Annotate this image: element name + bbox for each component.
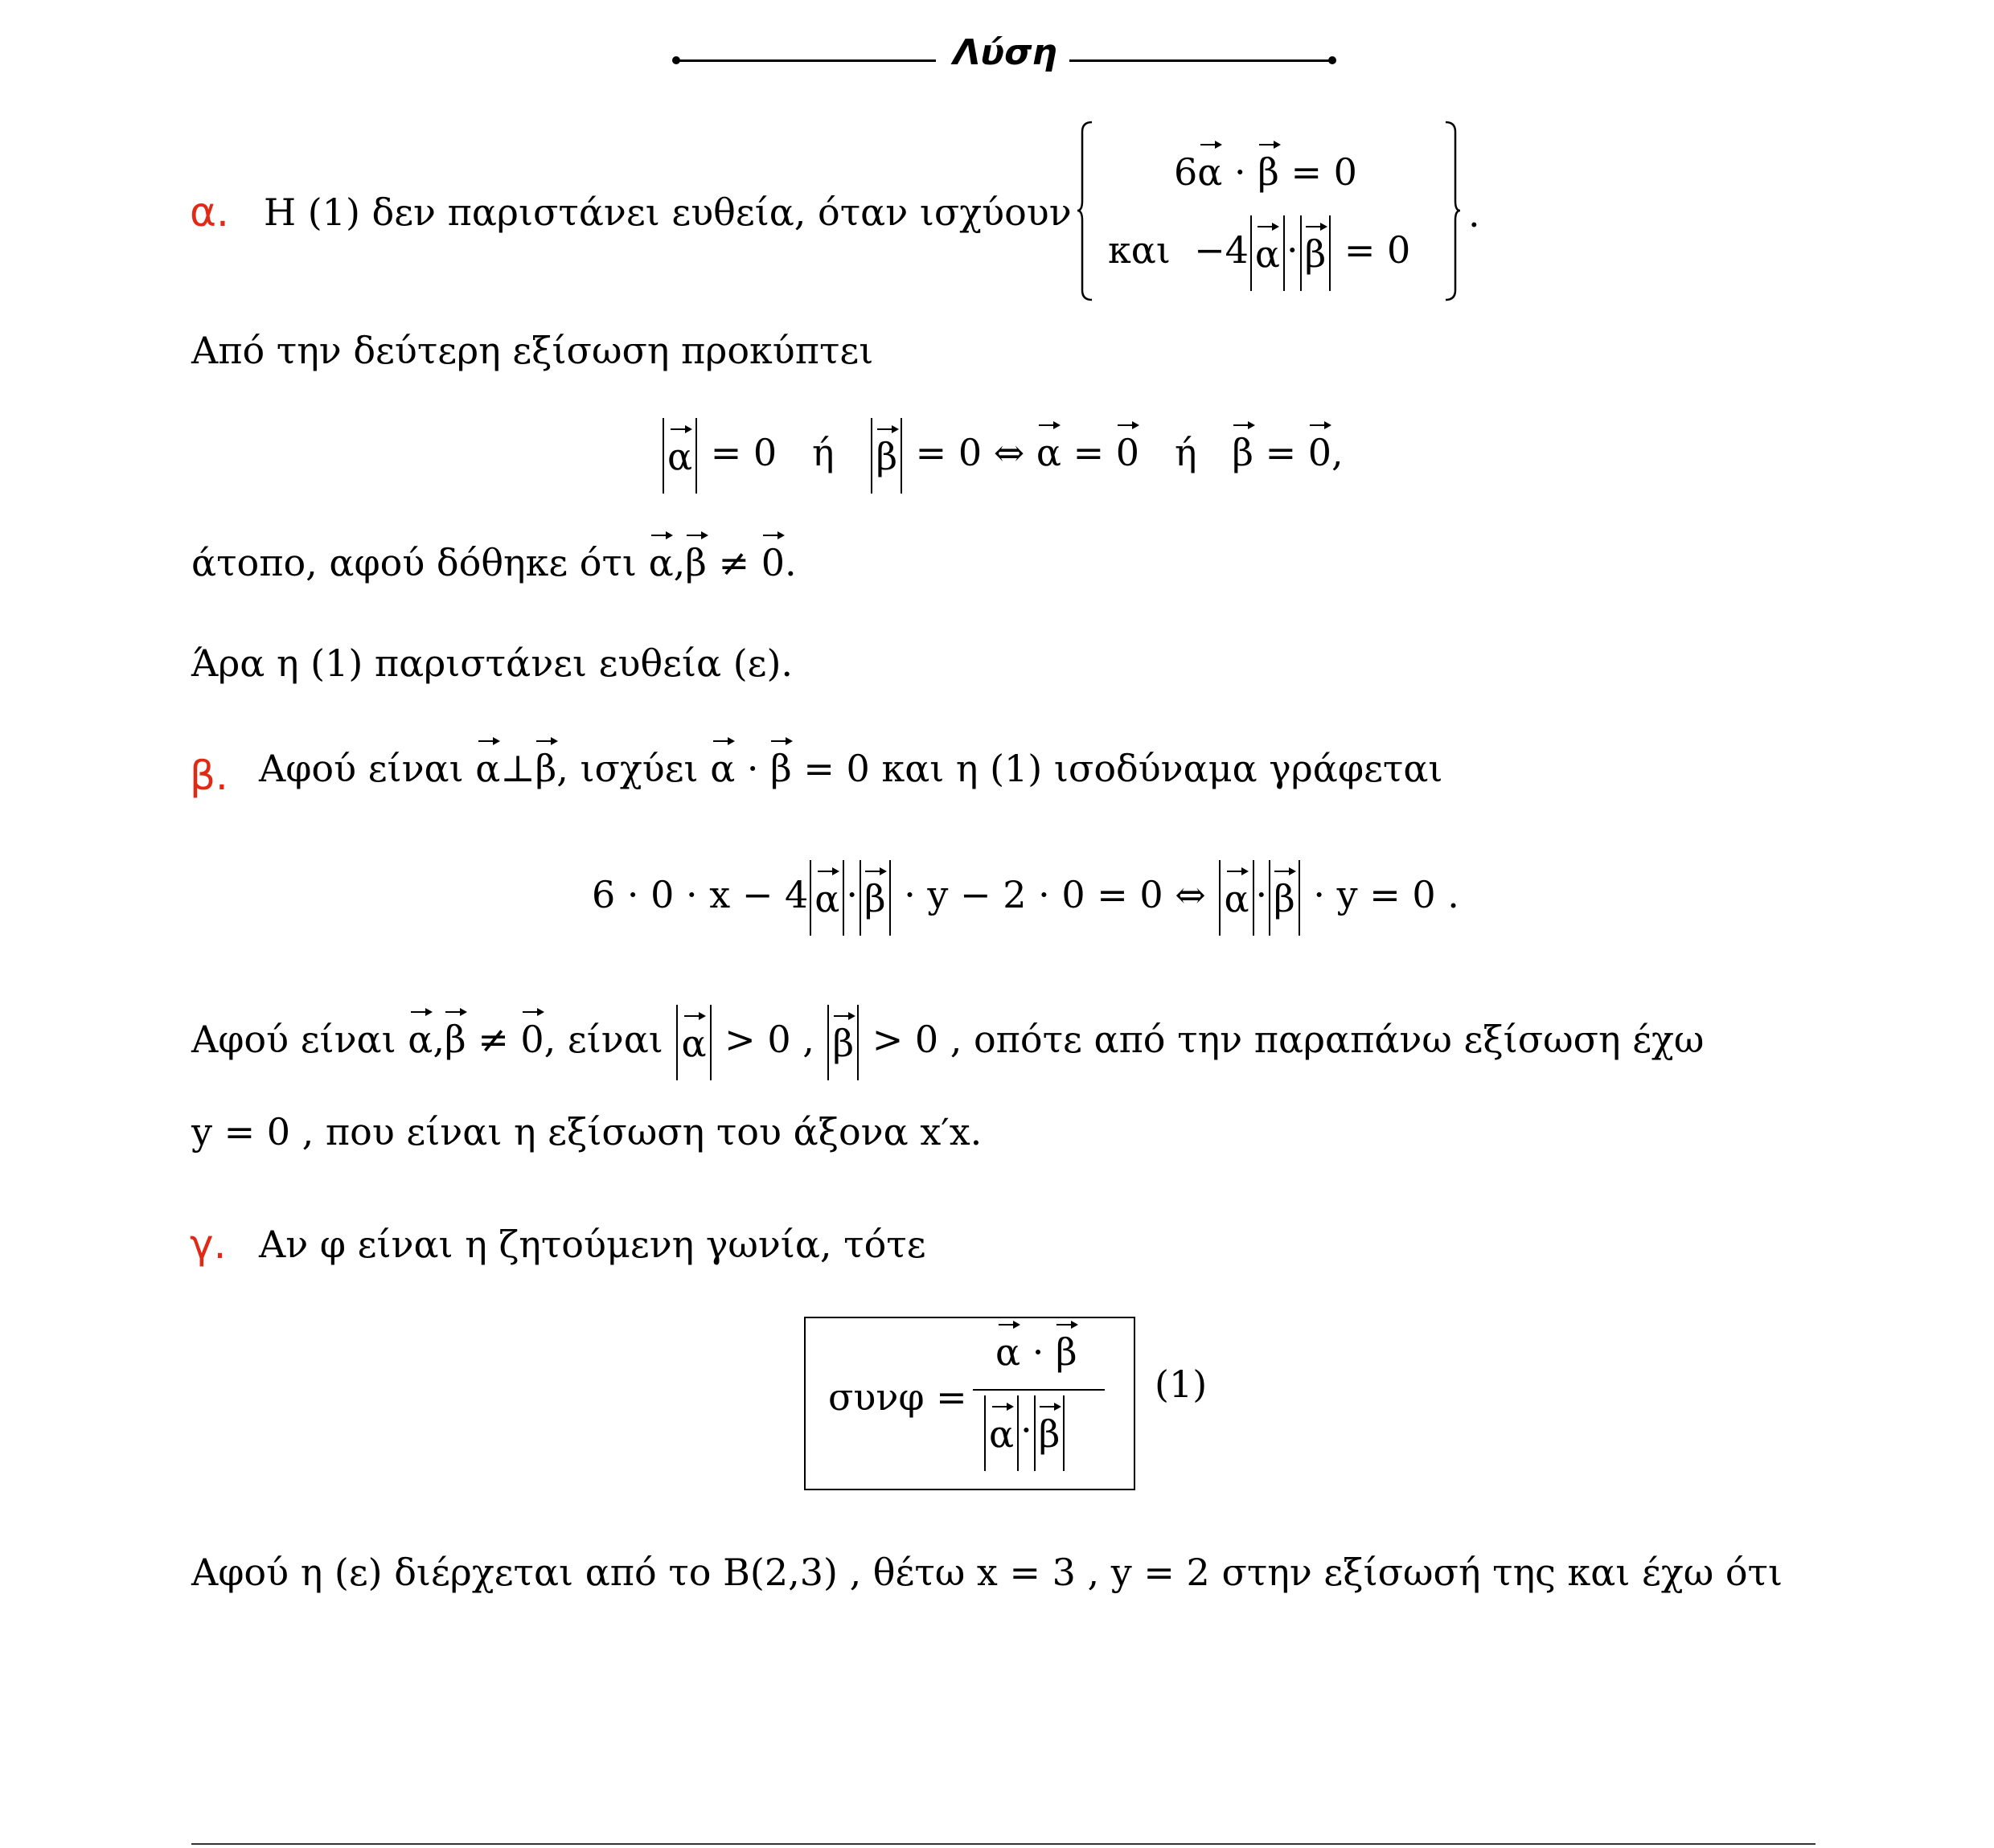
vector-beta: β [1258,140,1279,188]
dot-operator: · [1032,1330,1044,1374]
neq-symbol: ≠ [718,541,750,584]
cos-lhs: συνφ = [828,1375,967,1419]
vector-alpha: α [814,867,839,915]
zero-vector: 0 [1116,420,1139,469]
or-word: ή [812,431,835,474]
norm-alpha [984,1395,1019,1471]
perp-symbol: ⊥ [500,747,535,790]
vector-alpha: α [1255,222,1280,270]
eq-right: · y = 0 . [1313,873,1459,916]
vector-beta: β [832,1011,854,1059]
vector-beta: β [1274,867,1295,915]
dot-operator: · [1286,228,1299,272]
norm-beta [860,860,891,936]
part-b-text3: y = 0 , που είναι η εξίσωση του άξονα x′x. [191,1110,983,1153]
vector-alpha: α [1197,140,1222,188]
norm-alpha [810,860,844,936]
part-a-text4: Άρα η (1) παριστάνει ευθεία (ε). [191,641,794,685]
system-line-1: 6α · β = 0 [1174,140,1357,196]
eq-mid: · y − 2 · 0 = 0 ⇔ [904,873,1206,916]
vector-beta: β [535,736,557,785]
vector-alpha: α [989,1402,1014,1450]
header-left-rule [677,59,936,62]
norm-alpha [663,418,697,494]
equation-number: (1) [1155,1362,1208,1406]
text2-a: Αφού είναι [191,1018,396,1061]
norm-beta [1300,215,1331,291]
norm-alpha [1250,215,1285,291]
dot-operator: · [846,873,858,916]
system-period: . [1468,192,1480,236]
iff-symbol: ⇔ [993,431,1025,474]
fraction-numerator [995,1320,1077,1376]
text3-prefix: άτοπο, αφού δόθηκε ότι [191,541,637,584]
vector-alpha: α [1036,420,1061,469]
page-title: Λύση [953,32,1057,73]
vector-beta: β [864,867,886,915]
part-b-text2: Αφού είναι α,β ≠ 0, είναι α > 0 , β > 0 , οπότε από την παραπάνω εξίσωση έχω [191,1005,1704,1080]
system-minus-four: −4 [1194,228,1249,272]
vector-alpha: α [995,1320,1020,1368]
norm-alpha [676,1005,711,1080]
text1-c: = 0 και η (1) ισοδύναμα γράφεται [803,747,1443,790]
vector-beta: β [445,1007,466,1055]
system-line-2: και −4 α · β = 0 [1108,215,1410,291]
vector-alpha: α [681,1011,706,1059]
dot-operator: · [1255,873,1268,916]
dot-operator: · [746,747,759,790]
part-c-text2: Αφού η (ε) διέρχεται από το Β(2,3) , θέτω x = 3 , y = 2 στην εξίσωσή της και έχω ότι [191,1551,1783,1594]
zero-vector: 0 [761,531,785,579]
vector-beta: β [1232,420,1253,469]
part-a-text2: Από την δεύτερη εξίσωση προκύπτει [191,329,874,372]
left-brace-icon [1076,121,1093,301]
vector-beta: β [1039,1402,1061,1450]
part-a-label: α. [190,189,229,236]
text2-c: > 0 , οπότε από την παραπάνω εξίσωση έχω [872,1018,1705,1061]
eq-left: 6 · 0 · x − 4 [592,873,809,916]
vector-beta: β [1056,1320,1077,1368]
vector-alpha: α [408,1007,433,1055]
vector-alpha: α [667,424,692,473]
condition-system [1076,121,1462,301]
vector-alpha: α [710,736,735,785]
period: . [784,541,797,584]
eq-zero: = 0 [915,431,983,474]
system-and: και [1108,228,1171,272]
part-b-equation [592,860,1459,936]
eq-zero: = 0 [710,431,777,474]
gt-zero: > 0 [724,1018,791,1061]
zero-vector: 0 [1308,420,1331,469]
norm-beta [1269,860,1300,936]
vector-alpha: α [475,736,500,785]
text1-b: , ισχύει [556,747,699,790]
norm-alpha [1219,860,1253,936]
cosine-formula-box [804,1317,1135,1490]
part-b-text1 [259,736,1442,793]
part-a-intro: Η (1) δεν παριστάνει ευθεία, όταν ισχύουν [264,191,1072,234]
part-c-label: γ. [190,1221,227,1268]
vector-beta: β [876,424,897,473]
part-b-label: β. [190,752,228,799]
vector-alpha: α [1224,867,1249,915]
fraction-denominator [983,1395,1066,1471]
comma: , [1331,431,1344,474]
dot-operator: · [1233,150,1246,194]
zero-vector: 0 [520,1007,544,1055]
fraction-bar [973,1389,1105,1391]
or-word: ή [1174,431,1197,474]
right-brace-icon [1444,121,1462,301]
part-c-text1: Αν φ είναι η ζητούμενη γωνία, τότε [259,1223,926,1266]
norm-beta [871,418,902,494]
vector-beta: β [1305,222,1327,270]
vector-beta: β [770,736,792,785]
bottom-rule [191,1843,1816,1845]
header-right-dot [1328,56,1336,64]
vector-beta: β [685,531,707,579]
neq-symbol: ≠ [478,1018,509,1061]
header-right-rule [1069,59,1331,62]
part-a-text3: άτοπο, αφού δόθηκε ότι α,β ≠ 0. [191,531,797,587]
text1-a: Αφού είναι [259,747,464,790]
text2-b: , είναι [544,1018,663,1061]
norm-beta [1034,1395,1065,1471]
vector-alpha: α [649,531,674,579]
norm-zero-equation: α = 0 ή β = 0 ⇔ α = 0 ή β = 0, [661,418,1344,494]
norm-beta [827,1005,859,1080]
dot-operator: · [1020,1408,1032,1452]
